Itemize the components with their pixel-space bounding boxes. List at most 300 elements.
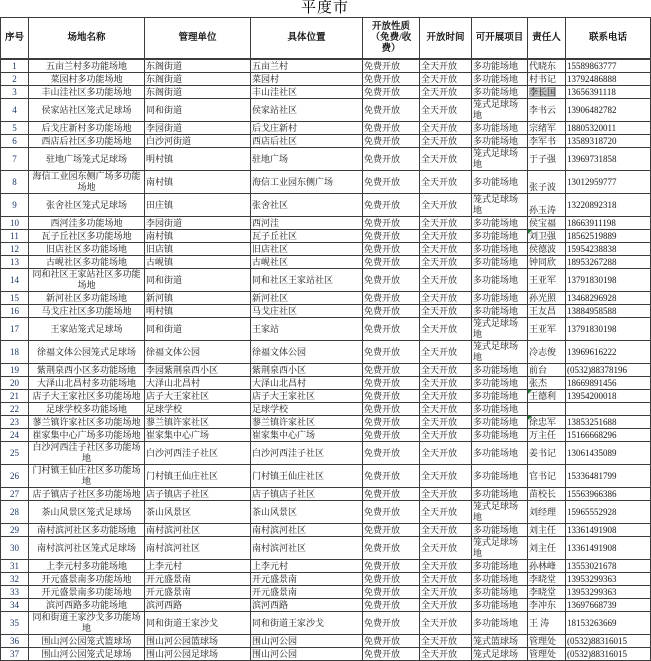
cell-unit[interactable]: 东阁街道: [145, 73, 251, 86]
cell-unit[interactable]: 上李元村: [145, 560, 251, 573]
cell-name[interactable]: 驻地广场笼式足球场: [29, 148, 145, 171]
cell-unit[interactable]: 李园紫荆泉西小区: [145, 364, 251, 377]
cell-loc[interactable]: 丰山洼社区: [251, 86, 363, 99]
cell-phone[interactable]: 13468296928: [566, 292, 651, 305]
cell-no[interactable]: 23: [1, 416, 29, 429]
cell-phone[interactable]: 13791830198: [566, 318, 651, 341]
cell-person[interactable]: 张子波: [528, 171, 566, 194]
cell-name[interactable]: 围山河公园笼式篮球场: [29, 635, 145, 648]
cell-phone[interactable]: 15563966386: [566, 488, 651, 501]
cell-nature[interactable]: 免费开放: [363, 599, 420, 612]
cell-loc[interactable]: 滨河西路: [251, 599, 363, 612]
cell-loc[interactable]: 开元盛景南: [251, 586, 363, 599]
cell-time[interactable]: 全天开放: [420, 586, 472, 599]
cell-person[interactable]: 李晓堂: [528, 586, 566, 599]
cell-proj[interactable]: 多功能场地: [472, 364, 528, 377]
cell-unit[interactable]: 白沙河街道: [145, 135, 251, 148]
cell-no[interactable]: 15: [1, 292, 29, 305]
cell-nature[interactable]: 免费开放: [363, 635, 420, 648]
cell-phone[interactable]: 13656391118: [566, 86, 651, 99]
cell-person[interactable]: 村书记: [528, 73, 566, 86]
cell-unit[interactable]: 南村滨河社区: [145, 537, 251, 560]
cell-no[interactable]: 3: [1, 86, 29, 99]
cell-name[interactable]: 蓼兰镇许家社区多功能场地: [29, 416, 145, 429]
cell-phone[interactable]: 13361491908: [566, 524, 651, 537]
cell-proj[interactable]: 多功能场地: [472, 243, 528, 256]
cell-loc[interactable]: 海信工业园东侧广场: [251, 171, 363, 194]
cell-time[interactable]: 全天开放: [420, 318, 472, 341]
cell-nature[interactable]: 免费开放: [363, 230, 420, 243]
cell-nature[interactable]: 免费开放: [363, 122, 420, 135]
cell-phone[interactable]: 18805320011: [566, 122, 651, 135]
cell-proj[interactable]: 多功能场地: [472, 171, 528, 194]
cell-no[interactable]: 2: [1, 73, 29, 86]
cell-proj[interactable]: 多功能场地: [472, 573, 528, 586]
cell-no[interactable]: 26: [1, 465, 29, 488]
cell-no[interactable]: 14: [1, 269, 29, 292]
cell-no[interactable]: 30: [1, 537, 29, 560]
cell-no[interactable]: 20: [1, 377, 29, 390]
cell-name[interactable]: 张舍社区笼式足球场: [29, 194, 145, 217]
cell-name[interactable]: 五亩兰村多功能场地: [29, 59, 145, 73]
cell-loc[interactable]: 蓼兰镇许家社区: [251, 416, 363, 429]
cell-person[interactable]: 王亚军: [528, 318, 566, 341]
cell-phone[interactable]: 13953299363: [566, 586, 651, 599]
cell-no[interactable]: 16: [1, 305, 29, 318]
cell-loc[interactable]: 王家站: [251, 318, 363, 341]
cell-nature[interactable]: 免费开放: [363, 377, 420, 390]
cell-nature[interactable]: 免费开放: [363, 86, 420, 99]
cell-nature[interactable]: 免费开放: [363, 573, 420, 586]
cell-person[interactable]: 李晓堂: [528, 573, 566, 586]
cell-phone[interactable]: 13361491908: [566, 537, 651, 560]
cell-no[interactable]: 31: [1, 560, 29, 573]
cell-person[interactable]: 孙光照: [528, 292, 566, 305]
cell-unit[interactable]: 田庄镇: [145, 194, 251, 217]
cell-unit[interactable]: 旧店镇: [145, 243, 251, 256]
cell-time[interactable]: 全天开放: [420, 403, 472, 416]
cell-unit[interactable]: 茶山风景区: [145, 501, 251, 524]
cell-unit[interactable]: 李园街道: [145, 217, 251, 230]
cell-person[interactable]: 钟同欣: [528, 256, 566, 269]
cell-proj[interactable]: 多功能场地: [472, 612, 528, 635]
cell-nature[interactable]: 免费开放: [363, 416, 420, 429]
cell-name[interactable]: 同和街道王家沙戈多功能场地: [29, 612, 145, 635]
cell-nature[interactable]: 免费开放: [363, 99, 420, 122]
cell-name[interactable]: 围山河公园笼式足球场: [29, 648, 145, 661]
cell-name[interactable]: 后戈庄新村多功能场地: [29, 122, 145, 135]
cell-proj[interactable]: 多功能场地: [472, 442, 528, 465]
cell-unit[interactable]: 南村滨河社区: [145, 524, 251, 537]
cell-name[interactable]: 滨河西路多功能场地: [29, 599, 145, 612]
cell-loc[interactable]: 西店后社区: [251, 135, 363, 148]
cell-loc[interactable]: 瓦子丘社区: [251, 230, 363, 243]
cell-loc[interactable]: 旧店社区: [251, 243, 363, 256]
cell-proj[interactable]: 多功能场地: [472, 59, 528, 73]
cell-phone[interactable]: 13969731858: [566, 148, 651, 171]
cell-proj[interactable]: 多功能场地: [472, 560, 528, 573]
cell-time[interactable]: 全天开放: [420, 501, 472, 524]
cell-unit[interactable]: 明村镇: [145, 305, 251, 318]
cell-name[interactable]: 西店后社区多功能场地: [29, 135, 145, 148]
cell-name[interactable]: 店子大王家社区多功能场地: [29, 390, 145, 403]
cell-no[interactable]: 13: [1, 256, 29, 269]
cell-loc[interactable]: 同和社区王家站社区: [251, 269, 363, 292]
cell-name[interactable]: 上李元村多功能场地: [29, 560, 145, 573]
cell-proj[interactable]: 多功能场地: [472, 377, 528, 390]
cell-proj[interactable]: 多功能场地: [472, 465, 528, 488]
cell-time[interactable]: 全天开放: [420, 135, 472, 148]
cell-nature[interactable]: 免费开放: [363, 148, 420, 171]
cell-time[interactable]: 全天开放: [420, 648, 472, 661]
cell-time[interactable]: 全天开放: [420, 148, 472, 171]
cell-no[interactable]: 32: [1, 573, 29, 586]
cell-nature[interactable]: 免费开放: [363, 537, 420, 560]
cell-unit[interactable]: 围山河公园篮球场: [145, 635, 251, 648]
cell-no[interactable]: 9: [1, 194, 29, 217]
cell-phone[interactable]: 13953299363: [566, 573, 651, 586]
cell-name[interactable]: 王家站笼式足球场: [29, 318, 145, 341]
cell-proj[interactable]: 笼式足球场地: [472, 537, 528, 560]
cell-nature[interactable]: 免费开放: [363, 390, 420, 403]
cell-name[interactable]: 海信工业园东侧广场多功能场地: [29, 171, 145, 194]
cell-loc[interactable]: 菜园村: [251, 73, 363, 86]
cell-time[interactable]: 全天开放: [420, 59, 472, 73]
cell-no[interactable]: 22: [1, 403, 29, 416]
cell-no[interactable]: 35: [1, 612, 29, 635]
cell-person[interactable]: 李书云: [528, 99, 566, 122]
cell-no[interactable]: 1: [1, 59, 29, 73]
cell-name[interactable]: 南村滨河社区多功能场地: [29, 524, 145, 537]
cell-name[interactable]: 南村滨河社区笼式足球场: [29, 537, 145, 560]
cell-phone[interactable]: 18153263669: [566, 612, 651, 635]
cell-person[interactable]: 张杰: [528, 377, 566, 390]
cell-nature[interactable]: 免费开放: [363, 442, 420, 465]
cell-name[interactable]: 丰山洼社区多功能场地: [29, 86, 145, 99]
cell-no[interactable]: 36: [1, 635, 29, 648]
cell-unit[interactable]: 李园街道: [145, 122, 251, 135]
cell-nature[interactable]: 免费开放: [363, 341, 420, 364]
cell-unit[interactable]: 新河镇: [145, 292, 251, 305]
cell-unit[interactable]: 滨河西路: [145, 599, 251, 612]
cell-time[interactable]: 全天开放: [420, 194, 472, 217]
cell-person[interactable]: 宗绪军: [528, 122, 566, 135]
cell-phone[interactable]: 15336481799: [566, 465, 651, 488]
cell-nature[interactable]: 免费开放: [363, 465, 420, 488]
cell-time[interactable]: 全天开放: [420, 86, 472, 99]
cell-phone[interactable]: 13791830198: [566, 269, 651, 292]
cell-nature[interactable]: 免费开放: [363, 612, 420, 635]
cell-unit[interactable]: 店子大王家社区: [145, 390, 251, 403]
cell-person[interactable]: 李冲东: [528, 599, 566, 612]
cell-proj[interactable]: 笼式足球场地: [472, 99, 528, 122]
cell-proj[interactable]: 多功能场地: [472, 488, 528, 501]
cell-person[interactable]: 冷志俊: [528, 341, 566, 364]
cell-nature[interactable]: 免费开放: [363, 59, 420, 73]
cell-unit[interactable]: 开元盛景南: [145, 573, 251, 586]
cell-name[interactable]: 足球学校多功能场地: [29, 403, 145, 416]
cell-unit[interactable]: 明村镇: [145, 148, 251, 171]
cell-loc[interactable]: 上李元村: [251, 560, 363, 573]
cell-proj[interactable]: 多功能场地: [472, 86, 528, 99]
cell-no[interactable]: 17: [1, 318, 29, 341]
cell-loc[interactable]: 徐福文体公园: [251, 341, 363, 364]
cell-unit[interactable]: 同和街道: [145, 269, 251, 292]
cell-time[interactable]: 全天开放: [420, 341, 472, 364]
cell-proj[interactable]: 多功能场地: [472, 230, 528, 243]
cell-nature[interactable]: 免费开放: [363, 403, 420, 416]
cell-nature[interactable]: 免费开放: [363, 648, 420, 661]
cell-no[interactable]: 33: [1, 586, 29, 599]
cell-nature[interactable]: 免费开放: [363, 488, 420, 501]
cell-time[interactable]: 全天开放: [420, 230, 472, 243]
cell-person[interactable]: 管理处: [528, 648, 566, 661]
cell-nature[interactable]: 免费开放: [363, 243, 420, 256]
cell-proj[interactable]: 笼式篮球场: [472, 635, 528, 648]
cell-loc[interactable]: 马戈庄社区: [251, 305, 363, 318]
cell-person[interactable]: 王亚军: [528, 269, 566, 292]
cell-nature[interactable]: 免费开放: [363, 135, 420, 148]
cell-phone[interactable]: 15589863777: [566, 59, 651, 73]
cell-nature[interactable]: 免费开放: [363, 292, 420, 305]
cell-name[interactable]: 旧店社区多功能场地: [29, 243, 145, 256]
cell-proj[interactable]: 多功能场地: [472, 73, 528, 86]
cell-name[interactable]: 新河社区多功能场地: [29, 292, 145, 305]
cell-unit[interactable]: 东阁街道: [145, 86, 251, 99]
cell-nature[interactable]: 免费开放: [363, 501, 420, 524]
cell-loc[interactable]: 大泽山北昌村: [251, 377, 363, 390]
cell-proj[interactable]: 多功能场地: [472, 256, 528, 269]
cell-no[interactable]: 5: [1, 122, 29, 135]
cell-phone[interactable]: 13906482782: [566, 99, 651, 122]
cell-name[interactable]: 大泽山北昌村多功能场地: [29, 377, 145, 390]
cell-proj[interactable]: 多功能场地: [472, 586, 528, 599]
cell-time[interactable]: 全天开放: [420, 171, 472, 194]
cell-time[interactable]: 全天开放: [420, 390, 472, 403]
cell-name[interactable]: 侯家站社区笼式足球场: [29, 99, 145, 122]
cell-unit[interactable]: 开元盛景南: [145, 586, 251, 599]
cell-unit[interactable]: 蓼兰镇许家社区: [145, 416, 251, 429]
cell-person[interactable]: 王 涛: [528, 612, 566, 635]
cell-name[interactable]: 西河洼多功能场地: [29, 217, 145, 230]
cell-phone[interactable]: 13697668739: [566, 599, 651, 612]
cell-phone[interactable]: (0532)88316015: [566, 635, 651, 648]
cell-nature[interactable]: 免费开放: [363, 318, 420, 341]
cell-proj[interactable]: 多功能场地: [472, 305, 528, 318]
cell-time[interactable]: 全天开放: [420, 524, 472, 537]
cell-unit[interactable]: 南村镇: [145, 171, 251, 194]
cell-phone[interactable]: 13220892318: [566, 194, 651, 217]
cell-phone[interactable]: 15965552928: [566, 501, 651, 524]
cell-no[interactable]: 12: [1, 243, 29, 256]
cell-name[interactable]: 开元盛景南多功能场地: [29, 573, 145, 586]
cell-time[interactable]: 全天开放: [420, 122, 472, 135]
cell-loc[interactable]: 南村滨河社区: [251, 537, 363, 560]
cell-no[interactable]: 18: [1, 341, 29, 364]
cell-no[interactable]: 8: [1, 171, 29, 194]
cell-time[interactable]: 全天开放: [420, 243, 472, 256]
cell-loc[interactable]: 门村镇王仙庄社区: [251, 465, 363, 488]
cell-time[interactable]: 全天开放: [420, 364, 472, 377]
cell-unit[interactable]: 古岘镇: [145, 256, 251, 269]
cell-loc[interactable]: 新河社区: [251, 292, 363, 305]
cell-person[interactable]: 刘主任: [528, 537, 566, 560]
cell-person[interactable]: 孙玉涛: [528, 194, 566, 217]
cell-nature[interactable]: 免费开放: [363, 524, 420, 537]
cell-nature[interactable]: 免费开放: [363, 560, 420, 573]
cell-person[interactable]: 孙林峰: [528, 560, 566, 573]
cell-loc[interactable]: 侯家站社区: [251, 99, 363, 122]
cell-name[interactable]: 徐福文体公园笼式足球场: [29, 341, 145, 364]
cell-time[interactable]: 全天开放: [420, 599, 472, 612]
cell-no[interactable]: 11: [1, 230, 29, 243]
cell-person[interactable]: 侯德波: [528, 243, 566, 256]
cell-phone[interactable]: 15166668296: [566, 429, 651, 442]
cell-name[interactable]: 同和社区王家站社区多功能场地: [29, 269, 145, 292]
cell-time[interactable]: 全天开放: [420, 217, 472, 230]
cell-phone[interactable]: 13589318720: [566, 135, 651, 148]
cell-time[interactable]: 全天开放: [420, 292, 472, 305]
cell-person[interactable]: 侯宝福: [528, 217, 566, 230]
cell-proj[interactable]: 多功能场地: [472, 403, 528, 416]
cell-loc[interactable]: 西河洼: [251, 217, 363, 230]
cell-loc[interactable]: 同和街道王家沙戈: [251, 612, 363, 635]
cell-person[interactable]: 王德利: [528, 390, 566, 403]
cell-proj[interactable]: 多功能场地: [472, 135, 528, 148]
cell-proj[interactable]: 笼式足球场地: [472, 318, 528, 341]
cell-person[interactable]: 刘经理: [528, 501, 566, 524]
cell-proj[interactable]: 多功能场地: [472, 390, 528, 403]
cell-phone[interactable]: 18953267288: [566, 256, 651, 269]
cell-name[interactable]: 崔家集中心广场多功能场地: [29, 429, 145, 442]
cell-proj[interactable]: 多功能场地: [472, 292, 528, 305]
cell-nature[interactable]: 免费开放: [363, 429, 420, 442]
cell-time[interactable]: 全天开放: [420, 429, 472, 442]
cell-time[interactable]: 全天开放: [420, 269, 472, 292]
cell-unit[interactable]: 店子镇店子社区: [145, 488, 251, 501]
cell-loc[interactable]: 南村滨河社区: [251, 524, 363, 537]
cell-loc[interactable]: 开元盛景南: [251, 573, 363, 586]
cell-loc[interactable]: 张舍社区: [251, 194, 363, 217]
cell-nature[interactable]: 免费开放: [363, 171, 420, 194]
cell-proj[interactable]: 多功能场地: [472, 429, 528, 442]
cell-person[interactable]: 姜书记: [528, 442, 566, 465]
cell-loc[interactable]: 紫荆泉西小区: [251, 364, 363, 377]
cell-no[interactable]: 25: [1, 442, 29, 465]
cell-proj[interactable]: 多功能场地: [472, 217, 528, 230]
cell-nature[interactable]: 免费开放: [363, 586, 420, 599]
cell-person[interactable]: [528, 403, 566, 416]
cell-phone[interactable]: 13012959777: [566, 171, 651, 194]
cell-no[interactable]: 7: [1, 148, 29, 171]
cell-name[interactable]: 马戈庄社区多功能场地: [29, 305, 145, 318]
cell-unit[interactable]: 同和街道: [145, 318, 251, 341]
cell-nature[interactable]: 免费开放: [363, 269, 420, 292]
cell-person[interactable]: 官书记: [528, 465, 566, 488]
cell-person[interactable]: 王友昌: [528, 305, 566, 318]
cell-time[interactable]: 全天开放: [420, 99, 472, 122]
cell-name[interactable]: 白沙河西洼子社区多功能场地: [29, 442, 145, 465]
cell-phone[interactable]: 13969616222: [566, 341, 651, 364]
cell-name[interactable]: 菜园村多功能场地: [29, 73, 145, 86]
cell-loc[interactable]: 白沙河西洼子社区: [251, 442, 363, 465]
cell-no[interactable]: 6: [1, 135, 29, 148]
cell-proj[interactable]: 多功能场地: [472, 416, 528, 429]
cell-time[interactable]: 全天开放: [420, 465, 472, 488]
cell-no[interactable]: 37: [1, 648, 29, 661]
cell-person[interactable]: 刘卫强: [528, 230, 566, 243]
cell-person[interactable]: 徐忠军: [528, 416, 566, 429]
cell-time[interactable]: 全天开放: [420, 573, 472, 586]
cell-loc[interactable]: 崔家集中心广场: [251, 429, 363, 442]
cell-phone[interactable]: 13954200018: [566, 390, 651, 403]
cell-person[interactable]: 代晓东: [528, 59, 566, 73]
cell-loc[interactable]: 古岘社区: [251, 256, 363, 269]
cell-unit[interactable]: 崔家集中心广场: [145, 429, 251, 442]
cell-person[interactable]: 管理处: [528, 635, 566, 648]
cell-name[interactable]: 门村镇王仙庄社区多功能场地: [29, 465, 145, 488]
cell-time[interactable]: 全天开放: [420, 537, 472, 560]
cell-no[interactable]: 27: [1, 488, 29, 501]
cell-proj[interactable]: 笼式足球场地: [472, 501, 528, 524]
cell-no[interactable]: 24: [1, 429, 29, 442]
cell-unit[interactable]: 同和街道: [145, 99, 251, 122]
cell-loc[interactable]: 店子镇店子社区: [251, 488, 363, 501]
cell-proj[interactable]: 笼式足球场地: [472, 341, 528, 364]
cell-name[interactable]: 店子镇店子社区多功能场地: [29, 488, 145, 501]
cell-time[interactable]: 全天开放: [420, 488, 472, 501]
cell-person[interactable]: 李军书: [528, 135, 566, 148]
cell-loc[interactable]: 足球学校: [251, 403, 363, 416]
cell-proj[interactable]: 多功能场地: [472, 524, 528, 537]
cell-phone[interactable]: 13553021678: [566, 560, 651, 573]
cell-phone[interactable]: (0532)88316015: [566, 648, 651, 661]
cell-proj[interactable]: 笼式足球场地: [472, 194, 528, 217]
cell-name[interactable]: 紫荆泉西小区多功能场地: [29, 364, 145, 377]
cell-phone[interactable]: 13061435089: [566, 442, 651, 465]
cell-no[interactable]: 10: [1, 217, 29, 230]
cell-phone[interactable]: 18663911198: [566, 217, 651, 230]
cell-phone[interactable]: 13884958588: [566, 305, 651, 318]
cell-loc[interactable]: 围山河公园: [251, 635, 363, 648]
cell-name[interactable]: 茶山风景区笼式足球场: [29, 501, 145, 524]
cell-phone[interactable]: 15954238838: [566, 243, 651, 256]
cell-person[interactable]: 苗校长: [528, 488, 566, 501]
cell-nature[interactable]: 免费开放: [363, 364, 420, 377]
cell-time[interactable]: 全天开放: [420, 305, 472, 318]
cell-name[interactable]: 开元盛景南多功能场地: [29, 586, 145, 599]
cell-nature[interactable]: 免费开放: [363, 73, 420, 86]
cell-phone[interactable]: 13792486888: [566, 73, 651, 86]
cell-time[interactable]: 全天开放: [420, 612, 472, 635]
cell-unit[interactable]: 足球学校: [145, 403, 251, 416]
cell-nature[interactable]: 免费开放: [363, 305, 420, 318]
cell-proj[interactable]: 笼式足球场地: [472, 148, 528, 171]
cell-phone[interactable]: (0532)88378196: [566, 364, 651, 377]
cell-time[interactable]: 全天开放: [420, 256, 472, 269]
cell-time[interactable]: 全天开放: [420, 442, 472, 465]
cell-time[interactable]: 全天开放: [420, 377, 472, 390]
cell-unit[interactable]: 东阁街道: [145, 59, 251, 73]
cell-loc[interactable]: 后戈庄新村: [251, 122, 363, 135]
cell-proj[interactable]: 多功能场地: [472, 599, 528, 612]
cell-phone[interactable]: 18562519889: [566, 230, 651, 243]
cell-person[interactable]: 刘主任: [528, 524, 566, 537]
cell-no[interactable]: 28: [1, 501, 29, 524]
cell-no[interactable]: 34: [1, 599, 29, 612]
cell-nature[interactable]: 免费开放: [363, 256, 420, 269]
cell-unit[interactable]: 南村镇: [145, 230, 251, 243]
